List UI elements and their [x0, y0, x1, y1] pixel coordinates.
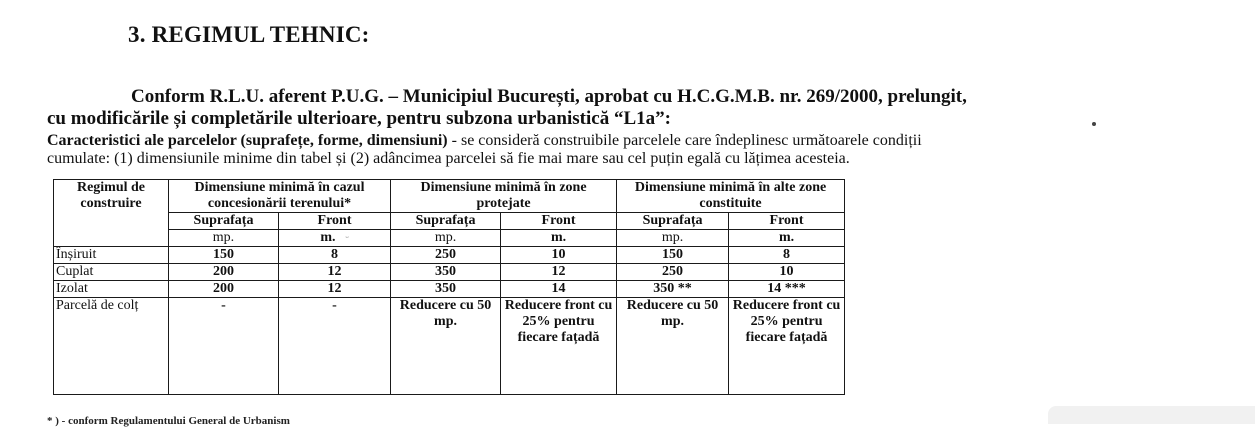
unit-area: mp.: [169, 230, 279, 247]
cell-value: Reducere front cu 25% pentru fiecare fațadă: [729, 298, 845, 395]
unit-length: m.: [501, 230, 617, 247]
unit-area: mp.: [617, 230, 729, 247]
scan-mark-icon: ᵕ: [345, 232, 349, 244]
cell-value: 350: [391, 281, 501, 298]
cell-value: 200: [169, 281, 279, 298]
scan-shadow-corner: [1048, 406, 1255, 424]
cell-value: 150: [169, 247, 279, 264]
table-row: [54, 264, 845, 281]
subheader-suprafata: Suprafața: [169, 213, 279, 230]
table-row: [54, 247, 845, 264]
cell-value: 14: [501, 281, 617, 298]
subheader-front: Front: [501, 213, 617, 230]
row-regime: Izolat: [54, 281, 169, 298]
cell-value: 200: [169, 264, 279, 281]
cell-value: -: [279, 298, 391, 395]
subheader-suprafata: Suprafața: [617, 213, 729, 230]
cell-value: 12: [501, 264, 617, 281]
cell-value: 350: [391, 264, 501, 281]
cell-value: Reducere cu 50 mp.: [391, 298, 501, 395]
cell-value: Reducere front cu 25% pentru fiecare fațadă: [501, 298, 617, 395]
cell-value: 8: [729, 247, 845, 264]
subheader-front: Front: [279, 213, 391, 230]
paragraph-rest: - se consideră construibile parcelele care îndeplinesc următoarele condiții: [447, 132, 922, 149]
parcel-characteristics-paragraph: [47, 132, 1137, 168]
header-protected-zones: Dimensiune minimă în zone protejate: [391, 180, 617, 213]
table-header-row: [54, 180, 845, 213]
table-row-corner-parcel: [54, 298, 845, 395]
row-regime: Cuplat: [54, 264, 169, 281]
table-subheader-row: [54, 213, 845, 230]
paragraph-line-2: cumulate: (1) dimensiunile minime din tabel și (2) adâncimea parcelei să fie mai mare sau cel puțin egală cu lățimea acesteia.: [47, 150, 850, 167]
cell-value: 150: [617, 247, 729, 264]
unit-length: m.: [729, 230, 845, 247]
section-heading: 3. REGIMUL TEHNIC:: [128, 22, 370, 47]
table-units-row: [54, 230, 845, 247]
intro-statement: [47, 86, 1157, 130]
cell-value: 14 ***: [729, 281, 845, 298]
paragraph-lead: Caracteristici ale parcelelor (suprafețe, forme, dimensiuni): [47, 132, 448, 149]
cell-value: -: [169, 298, 279, 395]
intro-line-2: cu modificările și completările ulterioare, pentru subzona urbanistică “L1a”:: [47, 108, 671, 129]
cell-value: Reducere cu 50 mp.: [617, 298, 729, 395]
unit-area: mp.: [391, 230, 501, 247]
table-row: [54, 281, 845, 298]
cell-value: 250: [617, 264, 729, 281]
cell-value: 12: [279, 281, 391, 298]
cell-value: 8: [279, 247, 391, 264]
cell-value: 250: [391, 247, 501, 264]
minimum-dimensions-table: [53, 179, 845, 395]
header-regime: Regimul de construire: [54, 180, 169, 247]
subheader-front: Front: [729, 213, 845, 230]
header-concession: Dimensiune minimă în cazul concesionării terenului*: [169, 180, 391, 213]
cell-value: 10: [501, 247, 617, 264]
cell-value: 350 **: [617, 281, 729, 298]
unit-length: m. ᵕ: [279, 230, 391, 247]
subheader-suprafata: Suprafața: [391, 213, 501, 230]
paragraph-line-1: [47, 132, 1137, 150]
scan-speck: [1092, 122, 1096, 126]
header-other-zones: Dimensiune minimă în alte zone constituite: [617, 180, 845, 213]
footnote: * ) - conform Regulamentului General de Urbanism: [47, 415, 290, 427]
cell-value: 12: [279, 264, 391, 281]
row-regime: Înșiruit: [54, 247, 169, 264]
cell-value: 10: [729, 264, 845, 281]
row-regime: Parcelă de colț: [54, 298, 169, 395]
intro-line-1: Conform R.L.U. aferent P.U.G. – Municipiul București, aprobat cu H.C.G.M.B. nr. 269/2000, prelungit,: [131, 86, 967, 107]
